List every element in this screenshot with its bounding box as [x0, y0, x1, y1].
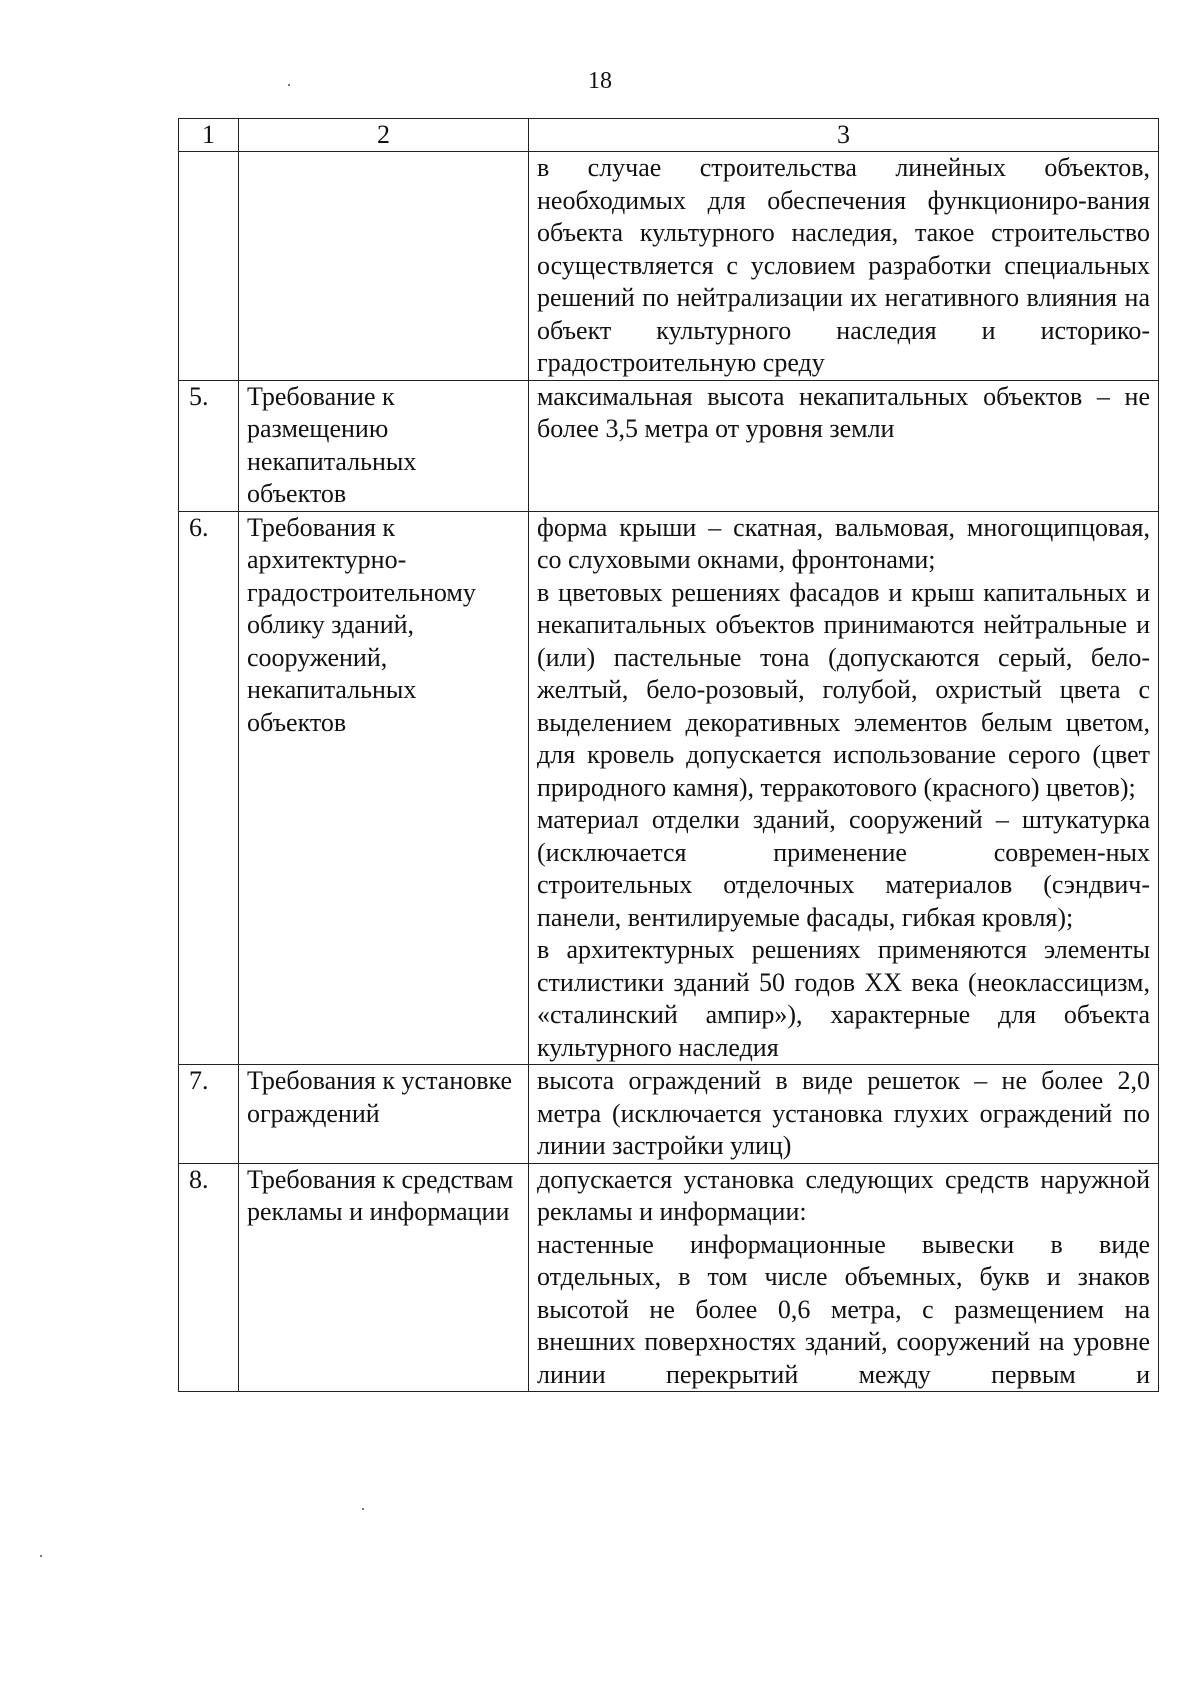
content-cell [529, 1163, 1159, 1392]
table-row [179, 511, 1159, 1065]
header-col-3: 3 [529, 119, 1159, 152]
content-cell [529, 1065, 1159, 1164]
requirement-cell [239, 152, 529, 381]
scan-speck [288, 84, 290, 86]
scan-speck [40, 1555, 42, 1557]
content-paragraph: в архитектурных решениях применяются элементы стилистики зданий 50 годов XX века (неоклассицизм, «сталинский ампир»), характерные для объекта культурного наследия [537, 935, 1150, 1062]
requirement-cell: Требования к установке ограждений [239, 1065, 529, 1164]
content-paragraph: допускается установка следующих средств наружной рекламы и информации: [537, 1164, 1150, 1226]
requirement-cell: Требования к архитектурно-градостроительному облику зданий, сооружений, некапитальных объектов [239, 511, 529, 1065]
content-paragraph: настенные информационные вывески в виде отдельных, в том числе объемных, букв и знаков высотой не более 0,6 метра, с размещением на внешних поверхностях зданий, сооружений на уровне линии перекрытий между первым и [537, 1229, 1150, 1389]
header-col-1: 1 [179, 119, 239, 152]
row-number [179, 152, 239, 381]
content-paragraph: высота ограждений в виде решеток – не более 2,0 метра (исключается установка глухих ограждений по линии застройки улиц) [537, 1066, 1150, 1160]
requirement-cell: Требование к размещению некапитальных объектов [239, 380, 529, 511]
header-col-2: 2 [239, 119, 529, 152]
page-number: 18 [588, 68, 612, 94]
content-paragraph: в случае строительства линейных объектов, необходимых для обеспечения функциониро-вания объекта культурного наследия, такое строительство осуществляется с условием разработки специальных решений по нейтрализации их негативного влияния на объект культурного наследия и историко-градостроительную среду [537, 153, 1150, 377]
table-row [179, 380, 1159, 511]
content-paragraph: материал отделки зданий, сооружений – штукатурка (исключается применение современ-ных строительных отделочных материалов (сэндвич-панели, вентилируемые фасады, гибкая кровля); [537, 805, 1150, 932]
requirements-table [178, 118, 1159, 1392]
requirement-cell: Требования к средствам рекламы и информации [239, 1163, 529, 1392]
content-paragraph: в цветовых решениях фасадов и крыш капитальных и некапитальных объектов принимаются нейтральные и (или) пастельные тона (допускаются серый, бело-желтый, бело-розовый, голубой, охристый цвета с выделением декоративных элементов белым цветом, для кровель допускается использование серого (цвет природного камня), терракотового (красного) цветов); [537, 577, 1150, 802]
table-header-row [179, 119, 1159, 152]
table-row [179, 152, 1159, 381]
content-paragraph: максимальная высота некапитальных объектов – не более 3,5 метра от уровня земли [537, 381, 1150, 443]
row-number: 7. [179, 1065, 239, 1164]
row-number: 6. [179, 511, 239, 1065]
content-cell [529, 152, 1159, 381]
scan-speck [362, 1508, 364, 1510]
row-number: 8. [179, 1163, 239, 1392]
table-row [179, 1163, 1159, 1392]
content-paragraph: форма крыши – скатная, вальмовая, многощипцовая, со слуховыми окнами, фронтонами; [537, 512, 1150, 574]
table-row [179, 1065, 1159, 1164]
content-cell [529, 511, 1159, 1065]
content-cell [529, 380, 1159, 511]
row-number: 5. [179, 380, 239, 511]
